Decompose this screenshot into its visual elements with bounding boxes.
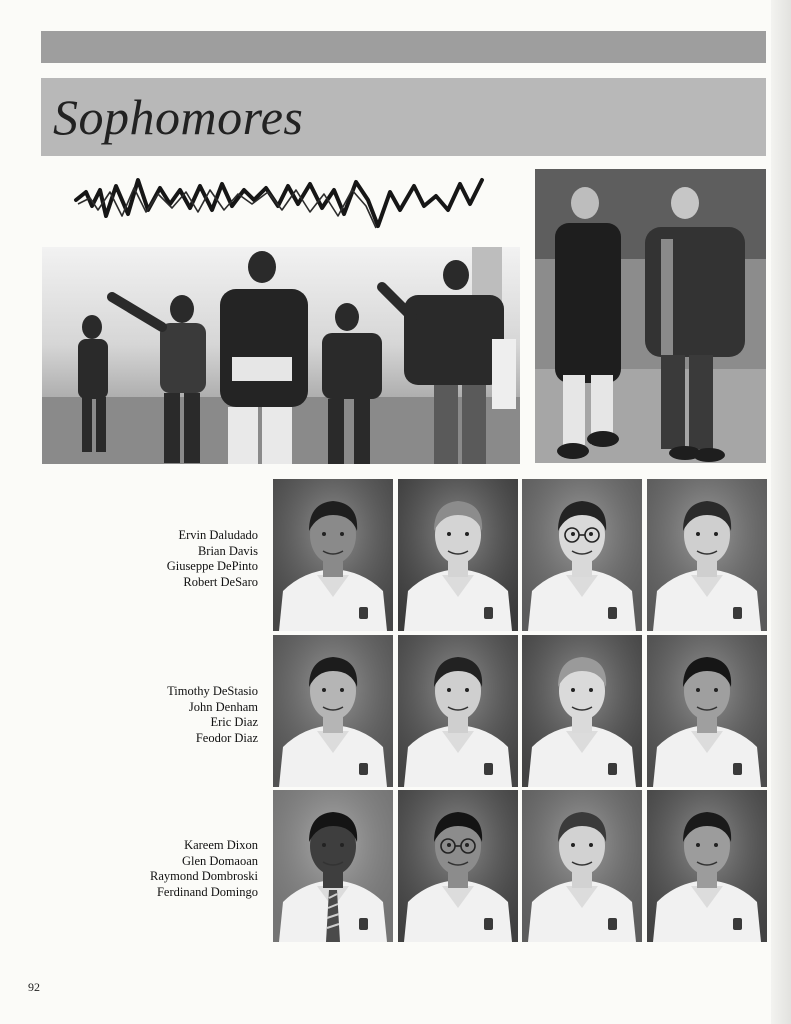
header-bar <box>41 31 766 63</box>
names-row-1 <box>60 528 258 590</box>
student-name: Timothy DeStasio <box>167 684 258 698</box>
page-number: 92 <box>28 980 40 994</box>
student-portrait <box>647 635 767 787</box>
student-portrait <box>273 635 393 787</box>
names-row-2 <box>60 684 258 746</box>
student-name: Eric Diaz <box>210 715 258 729</box>
student-portrait <box>273 479 393 631</box>
student-name: Glen Domaoan <box>181 853 258 868</box>
candid-photo-students-walking <box>535 169 766 463</box>
student-portrait <box>398 790 518 942</box>
signature-scribble <box>72 170 492 235</box>
student-portrait <box>398 479 518 631</box>
student-name: Ervin Daludado <box>178 528 258 542</box>
student-portrait <box>522 635 642 787</box>
title-band <box>41 78 766 156</box>
student-name: Brian Davis <box>197 543 258 558</box>
page-edge <box>771 0 791 1024</box>
names-row-3 <box>60 838 258 900</box>
student-name: Kareem Dixon <box>184 838 258 852</box>
student-portrait <box>398 635 518 787</box>
student-portrait <box>647 790 767 942</box>
student-name: Raymond Dombroski <box>150 869 258 883</box>
student-name: Feodor Diaz <box>195 730 258 745</box>
student-name: Ferdinand Domingo <box>156 884 258 899</box>
student-portrait <box>522 479 642 631</box>
student-name: John Denham <box>188 699 258 714</box>
student-portrait <box>522 790 642 942</box>
page-title: Sophomores <box>53 89 304 145</box>
student-name: Robert DeSaro <box>183 574 258 589</box>
candid-photo-students-cheering <box>42 247 520 464</box>
student-name: Giuseppe DePinto <box>166 559 258 573</box>
student-portrait <box>647 479 767 631</box>
student-portrait <box>273 790 393 942</box>
